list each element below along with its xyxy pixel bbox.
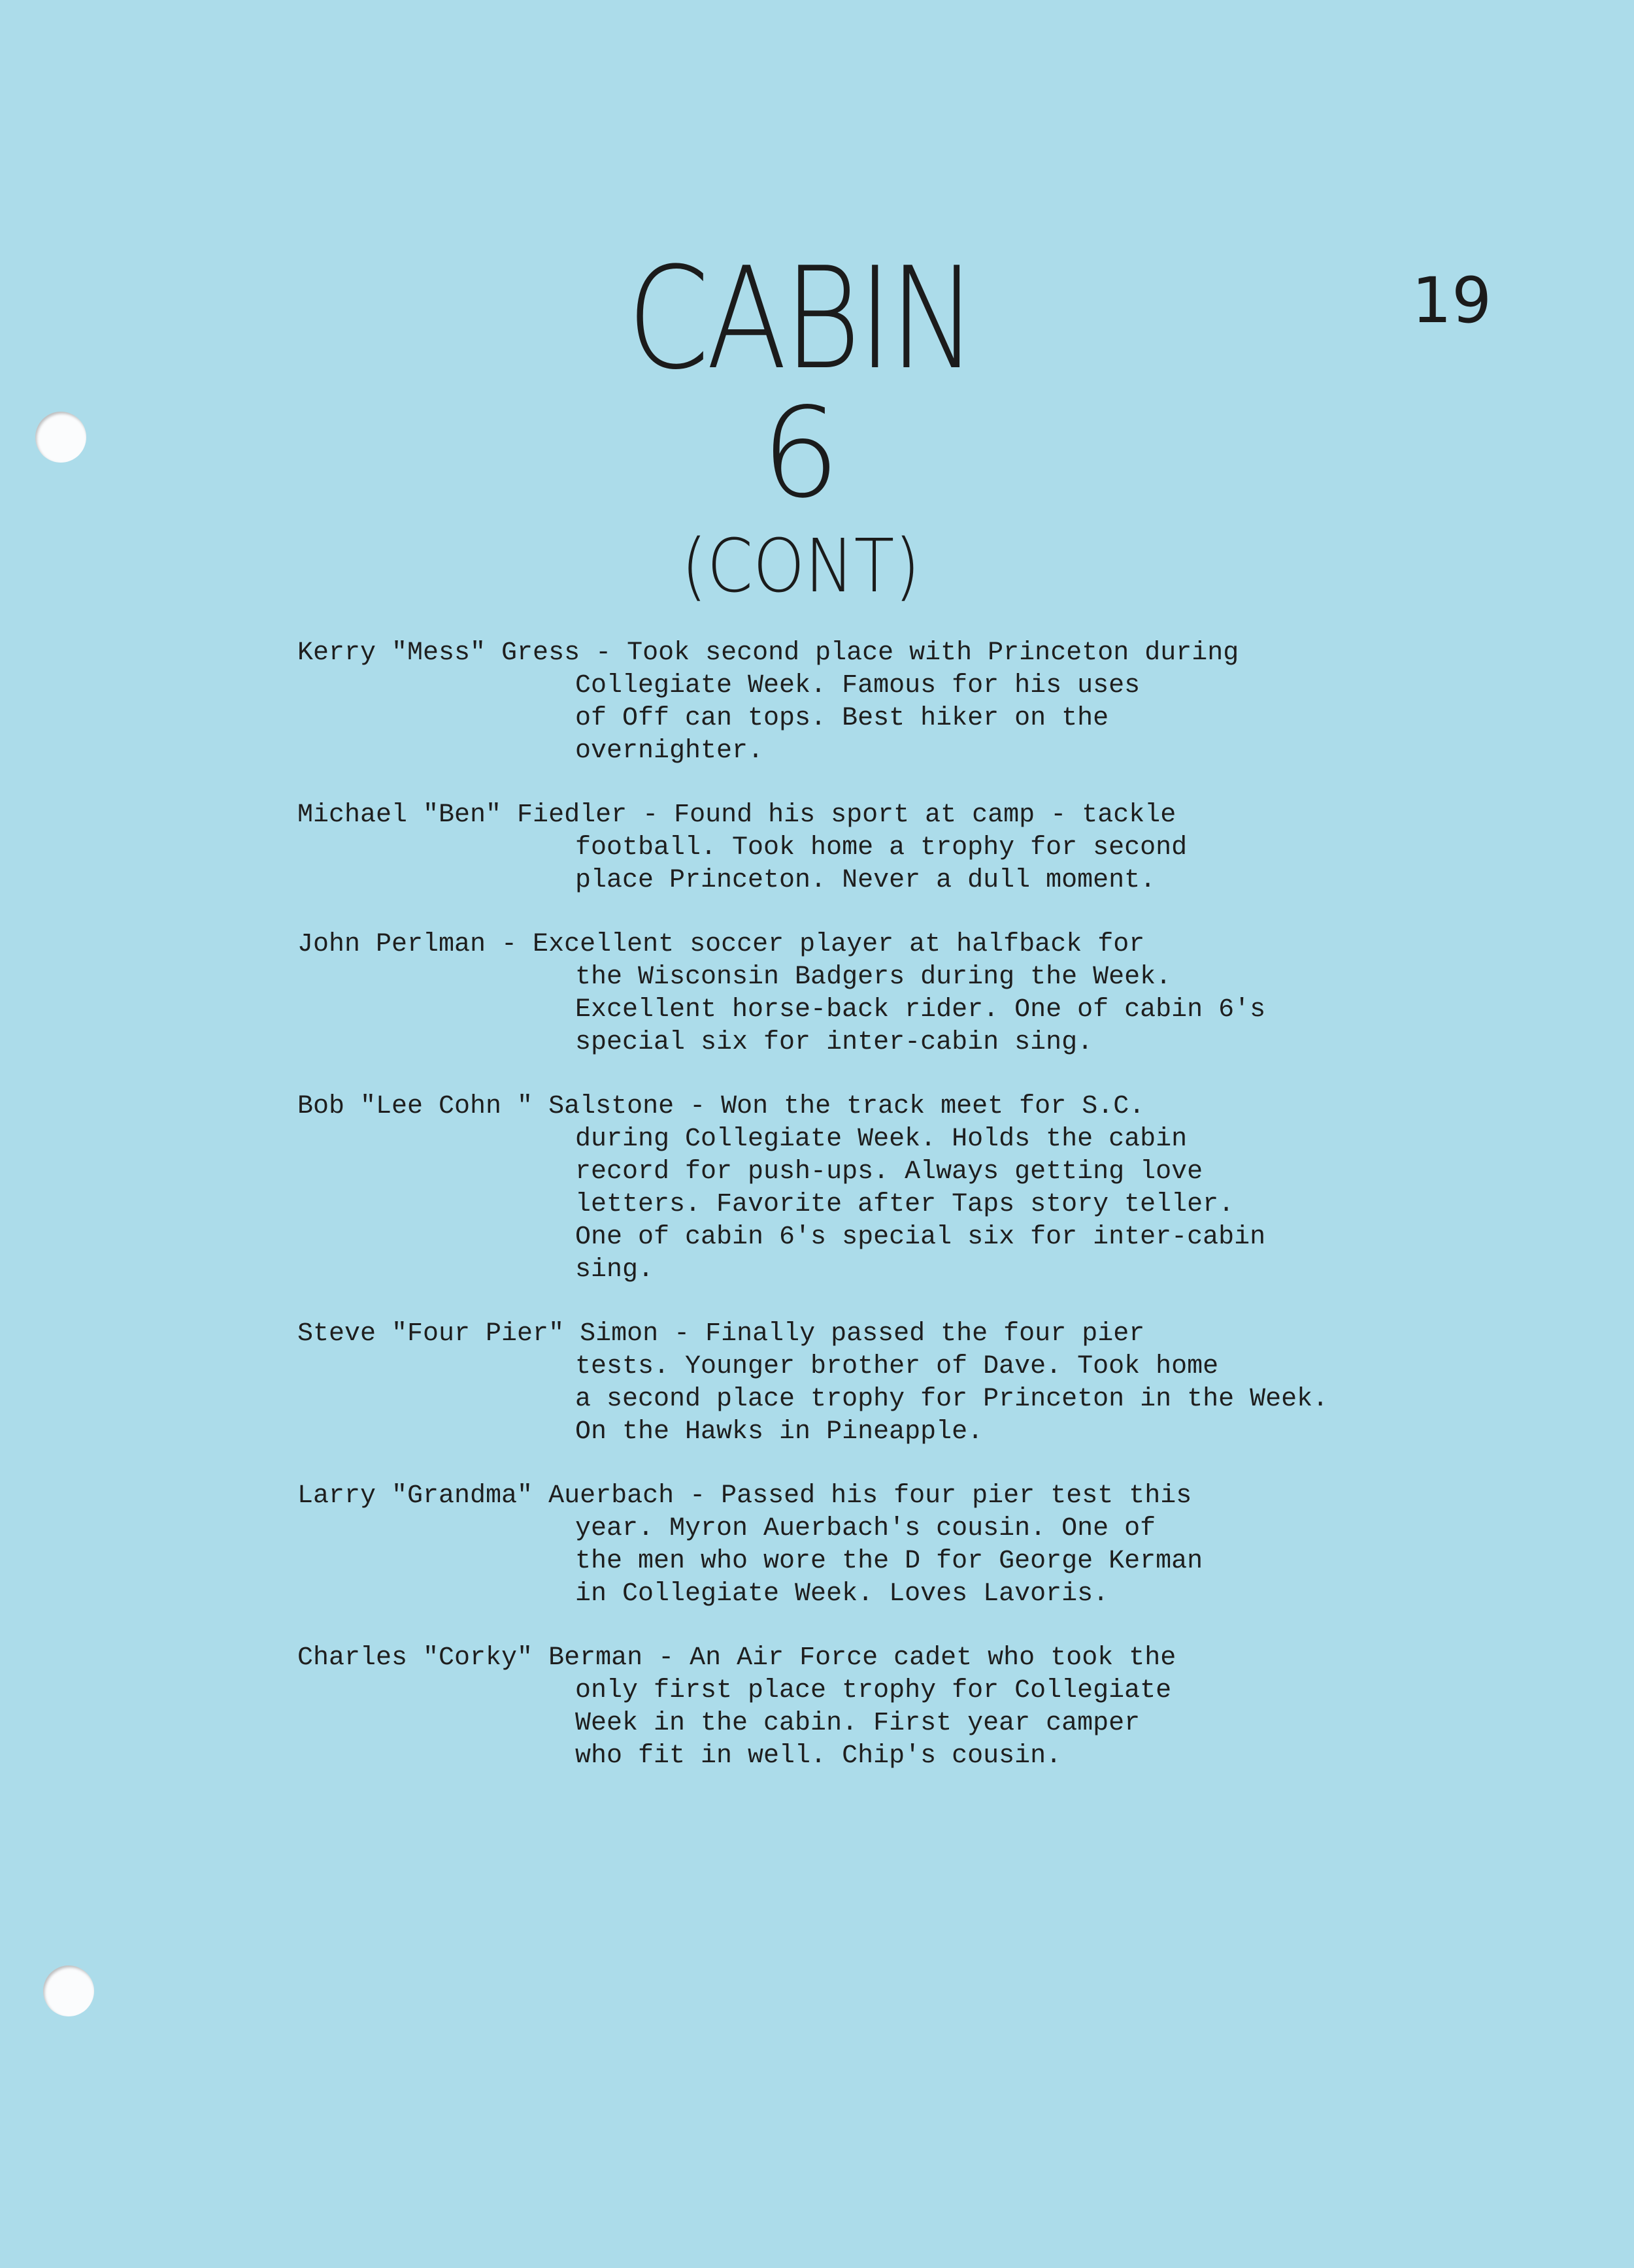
entry-line: tests. Younger brother of Dave. Took home: [575, 1352, 1219, 1381]
entry-line: only first place trophy for Collegiate: [575, 1676, 1172, 1705]
entry-line: the Wisconsin Badgers during the Week.: [575, 962, 1172, 992]
camper-entries: [297, 637, 1572, 1804]
entry-line: Collegiate Week. Famous for his uses: [575, 671, 1141, 700]
entry-line: football. Took home a trophy for second: [575, 833, 1188, 863]
entry-line: a second place trophy for Princeton in the Week.: [575, 1385, 1329, 1414]
entry-line: year. Myron Auerbach's cousin. One of: [575, 1514, 1156, 1543]
entry-line: Larry "Grandma" Auerbach - Passed his four pier test this: [297, 1481, 1192, 1511]
entry-line: Michael "Ben" Fiedler - Found his sport at camp - tackle: [297, 800, 1176, 830]
title-cabin-number: 6: [761, 381, 841, 525]
entry-line: Steve "Four Pier" Simon - Finally passed the four pier: [297, 1319, 1145, 1349]
punch-hole-top: [35, 412, 86, 463]
entry-line: record for push-ups. Always getting love: [575, 1157, 1203, 1187]
page-title: [588, 237, 1013, 609]
camper-entry: [297, 1480, 1572, 1611]
entry-line: overnighter.: [575, 736, 764, 766]
camper-entry: [297, 1642, 1572, 1773]
entry-line: of Off can tops. Best hiker on the: [575, 704, 1109, 733]
entry-line: Charles "Corky" Berman - An Air Force cadet who took the: [297, 1643, 1176, 1673]
entry-line: John Perlman - Excellent soccer player at halfback for: [297, 930, 1145, 959]
camper-entry: [297, 1318, 1572, 1449]
entry-line: Week in the cabin. First year camper: [575, 1709, 1141, 1738]
camper-entry: [297, 637, 1572, 768]
camper-entry: [297, 1091, 1572, 1287]
title-cabin: CABIN: [627, 237, 975, 401]
entry-line: during Collegiate Week. Holds the cabin: [575, 1125, 1188, 1154]
entry-line: Excellent horse-back rider. One of cabin 6's: [575, 995, 1266, 1025]
camper-entry: [297, 929, 1572, 1059]
entry-line: who fit in well. Chip's cousin.: [575, 1741, 1062, 1771]
entry-line: sing.: [575, 1255, 654, 1285]
entry-line: On the Hawks in Pineapple.: [575, 1417, 984, 1447]
punch-hole-bottom: [43, 1965, 94, 2016]
entry-line: in Collegiate Week. Loves Lavoris.: [575, 1579, 1109, 1609]
page-number: 19: [1412, 264, 1492, 337]
entry-line: place Princeton. Never a dull moment.: [575, 866, 1156, 895]
entry-line: special six for inter-cabin sing.: [575, 1028, 1093, 1057]
entry-line: the men who wore the D for George Kerman: [575, 1547, 1203, 1576]
entry-line: Bob "Lee Cohn " Salstone - Won the track meet for S.C.: [297, 1092, 1145, 1121]
entry-line: letters. Favorite after Taps story teller.: [575, 1190, 1235, 1219]
camper-entry: [297, 799, 1572, 897]
title-continued: (CONT): [681, 524, 920, 609]
entry-line: Kerry "Mess" Gress - Took second place with Princeton during: [297, 638, 1239, 668]
entry-line: One of cabin 6's special six for inter-cabin: [575, 1223, 1266, 1252]
